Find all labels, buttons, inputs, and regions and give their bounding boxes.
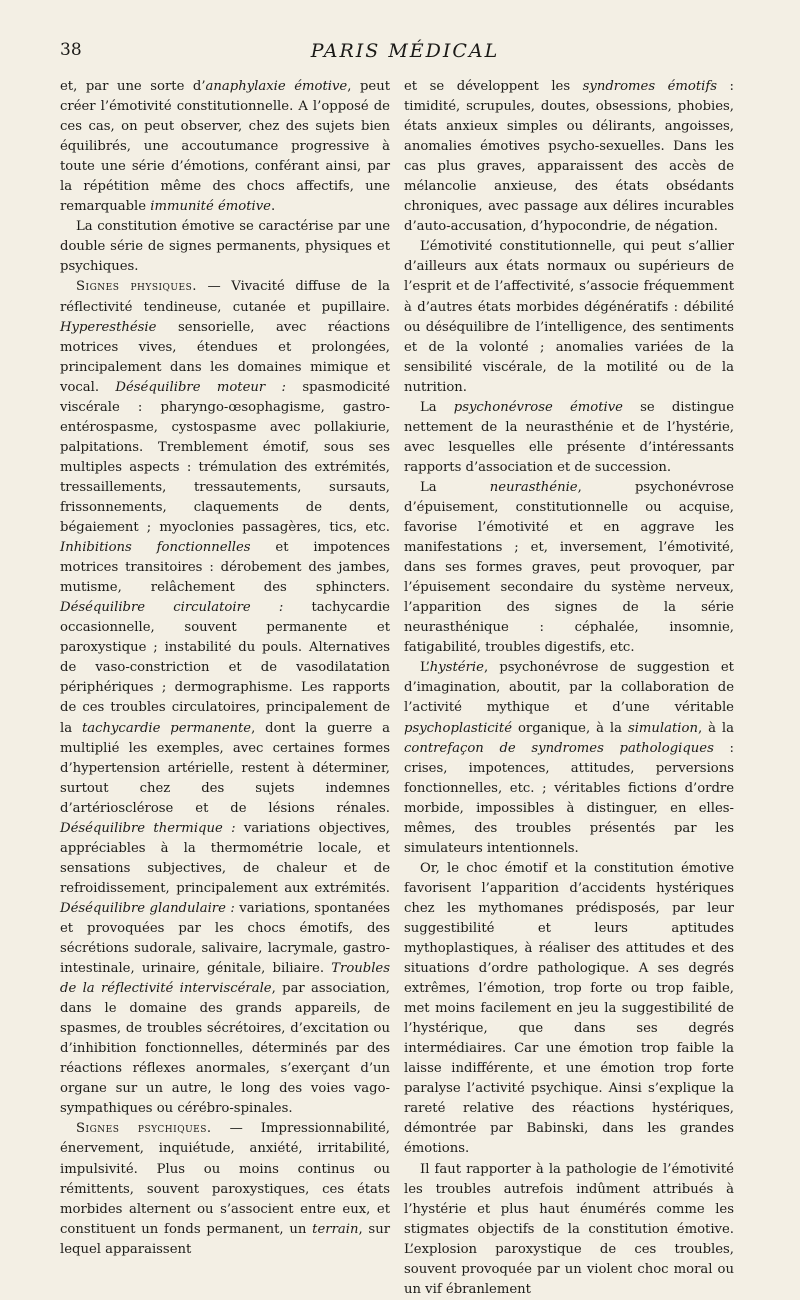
text-run: et se développent les [404, 79, 583, 94]
paragraph-p1 [60, 77, 390, 217]
text-run: Il faut rapporter à la pathologie de l’émotivité les troubles autrefois indûment attribués à l’hystérie et plus haut énumérés comme les stigmates objectifs de la constitution émotive. L’explosion paroxystique de ces troubles, souvent provoquée par un violent choc moral ou un vif ébranlement [404, 1161, 734, 1297]
right-column [404, 77, 734, 1300]
text-run: , psychonévrose d’épuisement, constitutionnelle ou acquise, favorise l’émotivité et en aggrave les manifestations ; et, inversement, l’émotivité, dans ses formes graves, peut provoquer, par l’épuisement secondaire du système nerveux, l’apparition des signes de la série neurasthénique : céphalée, insomnie, fatigabilité, troubles digestifs, etc. [404, 479, 734, 656]
italic-term: immunité émotive [150, 199, 271, 215]
paragraph-p8 [404, 478, 734, 658]
text-run: et impotences motrices transitoires : dérobement des jambes, mutisme, relâchement des sphincters. [60, 540, 390, 596]
paragraph-p9 [404, 658, 734, 858]
italic-term: tachycardie permanente [81, 720, 252, 736]
italic-term: hystérie [429, 660, 484, 676]
text-run: variations, spontanées et provoquées par les chocs émotifs, des sécrétions sudorale, salivaire, lacrymale, gastro-intestinale, urinaire, génitale, biliaire. [60, 900, 390, 977]
page-number: 38 [60, 40, 82, 60]
text-run: variations objectives, appréciables à la thermométrie locale, et sensations subjectives, de chaleur et de refroidissement, principalement aux extrémités. [60, 820, 390, 896]
text-run: , dont la guerre a multiplié les exemples, avec certaines formes d’hypertension artérielle, restent à déterminer, surtout chez des sujets indemnes d’artériosclérose et de lésions rénales. [60, 720, 390, 816]
running-title: PARIS MÉDICAL [310, 40, 500, 62]
paragraph-p2 [60, 217, 390, 277]
text-run: La [420, 479, 490, 495]
paragraph-p10 [404, 859, 734, 1160]
italic-term: psychonévrose émotive [453, 399, 623, 415]
italic-term: Déséquilibre thermique : [60, 820, 236, 836]
paragraph-p5 [404, 77, 734, 237]
italic-term: Déséquilibre moteur : [115, 379, 286, 395]
text-run: Or, le choc émotif et la constitution émotive favorisent l’apparition d’accidents hystériques chez les mythomanes prédisposés, par leur suggestibilité et leurs aptitudes mythoplastiques, à réaliser des attitudes et des situations d’ordre pathologique. A ses degrés extrêmes, l’émotion, trop forte ou trop faible, met moins facilement en jeu la suggestibilité de l’hystérique, que dans ses degrés intermédiaires. Car une émotion trop faible la laisse indifférente, et une émotion trop forte paralyse l’activité psychique. Ainsi s’explique la rareté relative des réactions hystériques, démontrée par Babinski, dans les grandes émotions. [404, 860, 734, 1157]
section-lead: Signes psychiques. [76, 1121, 212, 1137]
italic-term: Troubles de la réflectivité interviscérale [60, 961, 390, 997]
italic-term: contrefaçon de syndromes pathologiques [404, 740, 714, 756]
text-run: , psychonévrose de suggestion et d’imagination, aboutit, par la collaboration de l’activité mythique et d’une véritable [404, 660, 734, 716]
text-run: . [270, 199, 276, 215]
text-run: , par association, dans le domaine des grands appareils, de spasmes, de troubles sécrétoires, d’excitation ou d’inhibition fonctionnelles, déterminés par des réactions réflexes anormales, s’exerçant d’un organe sur un autre, le long des voies vago-sympathiques ou cérébro-spinales. [60, 981, 390, 1117]
text-run: : crises, impotences, attitudes, perversions fonctionnelles, etc. ; véritables fictions d’ordre morbide, impossibles à distinguer, en elles-mêmes, des troubles présentés par les simulateurs intentionnels. [404, 740, 734, 856]
italic-term: simulation [627, 720, 698, 736]
paragraph-p7 [404, 398, 734, 478]
italic-term: Inhibitions fonctionnelles [60, 540, 251, 556]
section-lead: Signes physiques. [76, 279, 197, 295]
italic-term: anaphylaxie émotive [205, 79, 348, 94]
paragraph-p11 [404, 1160, 734, 1300]
paragraph-p6 [404, 237, 734, 397]
text-run: L’émotivité constitutionnelle, qui peut s’allier d’ailleurs aux états normaux ou supérieurs de l’esprit et de l’affectivité, s’associe fréquemment à d’autres états morbides dégénératifs : débilité ou déséquilibre de l’intelligence, des sentiments et de la volonté ; anomalies variées de la sensibilité viscérale, de la motilité ou de la nutrition. [404, 239, 734, 395]
text-run: La [420, 399, 454, 415]
left-column [60, 77, 390, 1260]
text-run: sensorielle, avec réactions motrices vives, étendues et prolongées, principalement dans les domaines mimique et vocal. [60, 319, 390, 395]
text-run: , à la [697, 720, 734, 736]
italic-term: Hyperesthésie [60, 319, 157, 335]
italic-term: syndromes émotifs [582, 79, 718, 94]
text-run: se distingue nettement de la neurasthénie et de l’hystérie, avec lesquelles elle présente d’intéressants rapports d’association et de succession. [404, 399, 734, 475]
text-run: organique, à la [512, 720, 628, 736]
text-run: : timidité, scrupules, doutes, obsessions, phobies, états anxieux simples ou délirants, angoisses, anomalies émotives psycho-sexuelles. Dans les cas plus graves, apparaissent des accès de mélancolie anxieuse, des états obsédants chroniques, avec passage aux délires incurables d’auto-accusation, d’hypocondrie, de négation. [404, 79, 734, 235]
paragraph-p4 [60, 1119, 390, 1259]
text-run: et, par une sorte d’ [60, 79, 206, 94]
text-run: L’ [420, 660, 430, 676]
italic-term: psychoplasticité [404, 720, 512, 736]
text-run: spasmodicité viscérale : pharyngo-œsophagisme, gastro-entérospasme, cystospasme avec pollakiurie, palpitations. Tremblement émotif, sous ses multiples aspects : trémulation des extrémités, tressaillements, tressautements, sursauts, frissonnements, claquements de dents, bégaiement ; myoclonies passagères, tics, etc. [60, 379, 391, 536]
paragraph-p3 [60, 277, 390, 1119]
text-run: — Impressionnabilité, énervement, inquiétude, anxiété, irritabilité, impulsivité. Plus ou moins continus ou rémittents, souvent paroxystiques, ces états morbides alternent ou s’associent entre eux, et constituent un fonds permanent, un [60, 1121, 390, 1237]
text-run: , peut créer l’émotivité constitutionnelle. A l’opposé de ces cas, on peut observer, chez des sujets bien équilibrés, une accoutumance progressive à toute une série d’émotions, conférant ainsi, par la répétition même des chocs affectifs, une remarquable [60, 79, 390, 215]
italic-term: Déséquilibre circulatoire : [60, 600, 284, 616]
italic-term: terrain [312, 1221, 359, 1237]
italic-term: neurasthénie [489, 479, 578, 495]
italic-term: Déséquilibre glandulaire : [60, 900, 235, 916]
page-header [60, 40, 750, 70]
text-run: La constitution émotive se caractérise par une double série de signes permanents, physiques et psychiques. [60, 219, 390, 275]
text-run: tachycardie occasionnelle, souvent permanente et paroxystique ; instabilité du pouls. Alternatives de vaso-constriction et de vasodilatation périphériques ; dermographisme. Les rapports de ces troubles circulatoires, principalement de la [60, 600, 390, 736]
text-run: , sur lequel apparaissent [60, 1221, 391, 1257]
text-run: — Vivacité diffuse de la réflectivité tendineuse, cutanée et pupillaire. [60, 279, 390, 315]
